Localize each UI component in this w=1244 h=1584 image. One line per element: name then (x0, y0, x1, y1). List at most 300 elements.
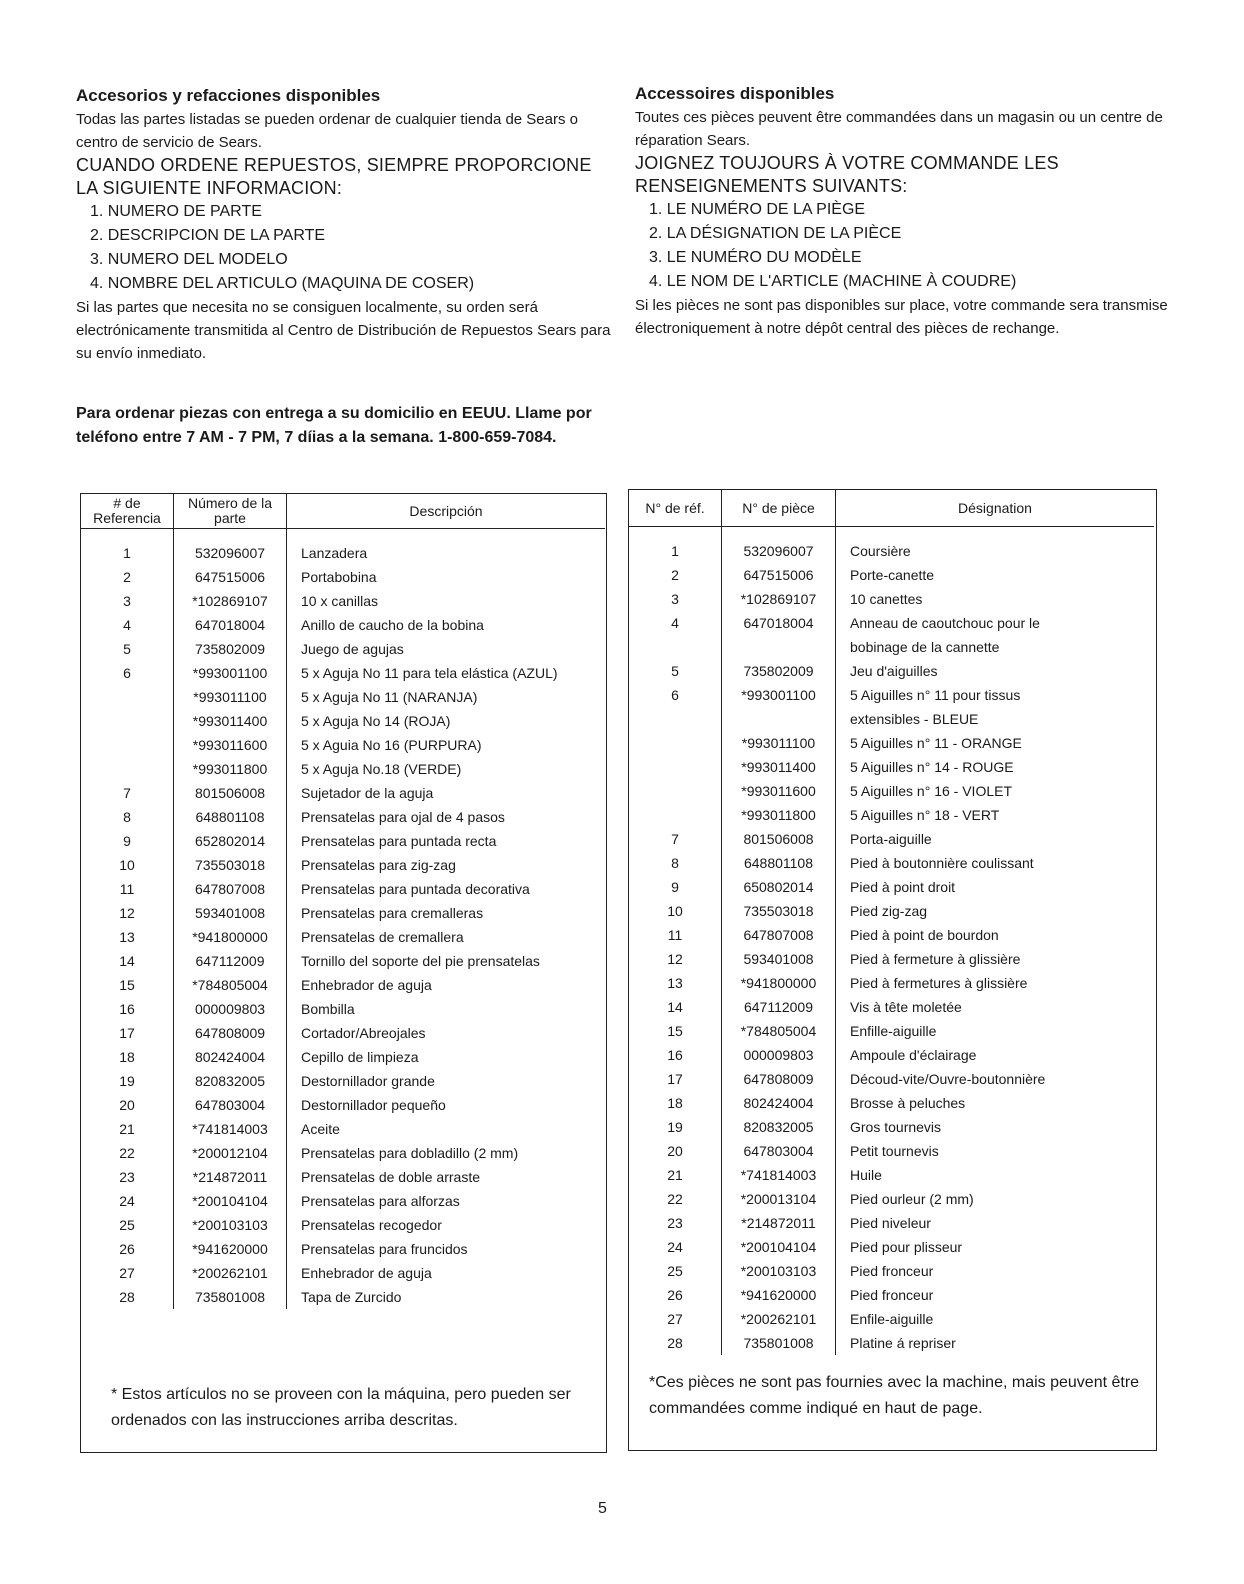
table-row (81, 757, 605, 781)
description-cell: Pied zig-zag (850, 903, 928, 919)
table-row (81, 1261, 605, 1285)
part-number-cell: 647018004 (722, 611, 836, 635)
part-number-cell: 647515006 (722, 563, 836, 587)
part-number-cell (722, 707, 836, 731)
part-number-cell: *214872011 (174, 1165, 287, 1189)
spanish-title: Accesorios y refacciones disponibles (76, 86, 381, 105)
description-cell: 10 x canillas (301, 593, 379, 609)
table-row (629, 1283, 1154, 1307)
list-item: 3. LE NUMÉRO DU MODÈLE (649, 249, 862, 266)
ref-cell: 1 (81, 541, 174, 565)
part-number-cell: *200262101 (722, 1307, 836, 1331)
column-header-desc: Descripción (287, 494, 606, 529)
part-number-cell: *993011800 (722, 803, 836, 827)
description-cell: Petit tournevis (850, 1143, 939, 1159)
table-row (629, 1235, 1154, 1259)
part-number-cell: 820832005 (174, 1069, 287, 1093)
ref-cell (629, 635, 722, 659)
part-number-cell: 652802014 (174, 829, 287, 853)
table-row (629, 827, 1154, 851)
table-row (629, 1067, 1154, 1091)
table-row (629, 779, 1154, 803)
table-row (81, 781, 605, 805)
column-header-desc: Désignation (836, 490, 1155, 527)
table-row (81, 1237, 605, 1261)
part-number-cell: *200104104 (722, 1235, 836, 1259)
part-number-cell: 735503018 (722, 899, 836, 923)
list-item: 1. NUMERO DE PARTE (90, 203, 262, 220)
description-cell: Bombilla (301, 1001, 355, 1017)
french-title: Accessoires disponibles (635, 84, 835, 103)
table-spacer (81, 529, 605, 542)
ref-cell: 8 (81, 805, 174, 829)
table-row (81, 1213, 605, 1237)
description-cell: 5 x Aguja No 14 (ROJA) (301, 713, 451, 729)
part-number-cell: *102869107 (174, 589, 287, 613)
part-number-cell: 593401008 (722, 947, 836, 971)
description-cell: Prensatelas para cremalleras (301, 905, 484, 921)
ref-cell: 6 (81, 661, 174, 685)
description-cell: Pied à point de bourdon (850, 927, 999, 943)
list-item: 4. LE NOM DE L'ARTICLE (MACHINE À COUDRE) (649, 273, 1017, 290)
part-number-cell: *784805004 (722, 1019, 836, 1043)
ref-cell: 17 (81, 1021, 174, 1045)
spanish-phone-notice: Para ordenar piezas con entrega a su domicilio en EEUU. Llame por teléfono entre 7 AM - 7 PM, 7 díias a la semana. 1-800-659-7084. (76, 405, 592, 446)
spanish-info-list (76, 200, 616, 296)
description-cell: Enhebrador de aguja (301, 977, 432, 993)
ref-cell: 27 (629, 1307, 722, 1331)
french-footnote: *Ces pièces ne sont pas fournies avec la machine, mais peuvent être commandées comme indiqué en haut de page. (649, 1374, 1140, 1417)
ref-cell: 4 (629, 611, 722, 635)
description-cell: Pied à fermeture à glissière (850, 951, 1021, 967)
part-number-cell: 650802014 (722, 875, 836, 899)
part-number-cell: 647807008 (722, 923, 836, 947)
ref-cell (629, 731, 722, 755)
part-number-cell: 648801108 (722, 851, 836, 875)
part-number-cell: 000009803 (722, 1043, 836, 1067)
table-row (81, 925, 605, 949)
spanish-parts-table (81, 494, 605, 1309)
table-header-row (81, 494, 605, 529)
part-number-cell: 735802009 (722, 659, 836, 683)
ref-cell: 11 (629, 923, 722, 947)
table-row (629, 539, 1154, 563)
description-cell: Cortador/Abreojales (301, 1025, 426, 1041)
part-number-cell: 735801008 (174, 1285, 287, 1309)
table-row (629, 851, 1154, 875)
part-number-cell: 648801108 (174, 805, 287, 829)
description-cell: Brosse à peluches (850, 1095, 966, 1111)
part-number-cell: *214872011 (722, 1211, 836, 1235)
table-row (81, 1045, 605, 1069)
description-cell: Enfille-aiguille (850, 1023, 937, 1039)
part-number-cell: *993001100 (722, 683, 836, 707)
table-row (81, 1093, 605, 1117)
table-row (629, 1259, 1154, 1283)
description-cell: Aceite (301, 1121, 340, 1137)
ref-cell: 13 (81, 925, 174, 949)
ref-cell: 8 (629, 851, 722, 875)
description-cell: Porte-canette (850, 567, 935, 583)
table-row (81, 1165, 605, 1189)
table-row (81, 661, 605, 685)
french-info-list (635, 198, 1180, 294)
part-number-cell: *200262101 (174, 1261, 287, 1285)
table-row (629, 1091, 1154, 1115)
description-cell: Prensatelas para fruncidos (301, 1241, 468, 1257)
table-row (81, 1141, 605, 1165)
table-row (81, 1069, 605, 1093)
ref-cell (629, 779, 722, 803)
ref-cell: 1 (629, 539, 722, 563)
ref-cell: 25 (629, 1259, 722, 1283)
description-cell: Prensatelas para ojal de 4 pasos (301, 809, 505, 825)
table-row (629, 1307, 1154, 1331)
table-row (81, 565, 605, 589)
part-number-cell: 532096007 (722, 539, 836, 563)
table-row (81, 949, 605, 973)
table-row (629, 1139, 1154, 1163)
ref-cell (81, 685, 174, 709)
table-row (81, 1021, 605, 1045)
ref-cell (81, 757, 174, 781)
part-number-cell: 802424004 (722, 1091, 836, 1115)
ref-cell: 11 (81, 877, 174, 901)
spanish-caps-notice: CUANDO ORDENE REPUESTOS, SIEMPRE PROPORCIONE LA SIGUIENTE INFORMACION: (76, 155, 592, 198)
ref-cell: 10 (81, 853, 174, 877)
list-item: 1. LE NUMÉRO DE LA PIÈGE (649, 201, 866, 218)
ref-cell: 26 (629, 1283, 722, 1307)
part-number-cell: *200103103 (722, 1259, 836, 1283)
ref-cell: 10 (629, 899, 722, 923)
ref-cell (629, 803, 722, 827)
description-cell: Prensatelas para puntada decorativa (301, 881, 530, 897)
ref-cell: 23 (81, 1165, 174, 1189)
ref-cell: 6 (629, 683, 722, 707)
ref-cell: 4 (81, 613, 174, 637)
part-number-cell: 593401008 (174, 901, 287, 925)
table-row (81, 733, 605, 757)
page-number: 5 (598, 1500, 607, 1517)
part-number-cell: 647515006 (174, 565, 287, 589)
table-row (81, 709, 605, 733)
part-number-cell: *993001100 (174, 661, 287, 685)
table-row (81, 877, 605, 901)
ref-cell: 14 (629, 995, 722, 1019)
description-cell: Pied à fermetures à glissière (850, 975, 1028, 991)
description-cell: 5 x Aguja No 11 para tela elástica (AZUL) (301, 665, 558, 681)
description-cell: Huile (850, 1167, 882, 1183)
table-row (81, 853, 605, 877)
list-item: 4. NOMBRE DEL ARTICULO (MAQUINA DE COSER) (90, 275, 475, 292)
ref-cell (81, 709, 174, 733)
description-cell: Pied à boutonnière coulissant (850, 855, 1034, 871)
description-cell: Gros tournevis (850, 1119, 942, 1135)
ref-cell: 20 (81, 1093, 174, 1117)
description-cell: bobinage de la cannette (850, 639, 1000, 655)
ref-cell: 28 (81, 1285, 174, 1309)
description-cell: Pied pour plisseur (850, 1239, 963, 1255)
description-cell: Jeu d'aiguilles (850, 663, 938, 679)
part-number-cell: 820832005 (722, 1115, 836, 1139)
spanish-outro-text: Si las partes que necesita no se consiguen localmente, su orden será electrónicamente transmitida al Centro de Distribución de Repuestos Sears para su envío inmediato. (76, 299, 611, 362)
ref-cell: 23 (629, 1211, 722, 1235)
part-number-cell: *993011400 (722, 755, 836, 779)
ref-cell: 21 (81, 1117, 174, 1141)
table-row (629, 1211, 1154, 1235)
table-row (629, 1115, 1154, 1139)
description-cell: Pied à point droit (850, 879, 956, 895)
ref-cell: 9 (629, 875, 722, 899)
part-number-cell: *200012104 (174, 1141, 287, 1165)
part-number-cell: 647803004 (174, 1093, 287, 1117)
description-cell: Anneau de caoutchouc pour le (850, 615, 1040, 631)
table-row (81, 613, 605, 637)
ref-cell: 20 (629, 1139, 722, 1163)
ref-cell: 7 (81, 781, 174, 805)
ref-cell: 14 (81, 949, 174, 973)
table-row (81, 541, 605, 565)
part-number-cell: 000009803 (174, 997, 287, 1021)
table-row (81, 589, 605, 613)
table-row (81, 829, 605, 853)
description-cell: 5 x Aguia No 16 (PURPURA) (301, 737, 482, 753)
part-number-cell: 647808009 (722, 1067, 836, 1091)
french-intro (635, 84, 1180, 340)
description-cell: Sujetador de la aguja (301, 785, 434, 801)
table-row (629, 707, 1154, 731)
description-cell: Anillo de caucho de la bobina (301, 617, 484, 633)
description-cell: Platine á repriser (850, 1335, 956, 1351)
table-row (629, 875, 1154, 899)
ref-cell: 22 (81, 1141, 174, 1165)
description-cell: Vis à tête moletée (850, 999, 962, 1015)
ref-cell: 2 (629, 563, 722, 587)
part-number-cell: *200013104 (722, 1187, 836, 1211)
description-cell: 10 canettes (850, 591, 923, 607)
description-cell: Pied fronceur (850, 1287, 934, 1303)
part-number-cell: *993011600 (722, 779, 836, 803)
spanish-parts-table-box (80, 493, 607, 1453)
part-number-cell: *993011100 (722, 731, 836, 755)
french-caps-notice: JOIGNEZ TOUJOURS À VOTRE COMMANDE LES RENSEIGNEMENTS SUIVANTS: (635, 153, 1059, 196)
ref-cell: 9 (81, 829, 174, 853)
part-number-cell: 647807008 (174, 877, 287, 901)
description-cell: Tornillo del soporte del pie prensatelas (301, 953, 540, 969)
description-cell: Prensatelas de doble arraste (301, 1169, 480, 1185)
table-row (81, 1117, 605, 1141)
description-cell: Pied fronceur (850, 1263, 934, 1279)
part-number-cell: *941620000 (722, 1283, 836, 1307)
table-row (81, 973, 605, 997)
ref-cell: 12 (81, 901, 174, 925)
table-row (629, 731, 1154, 755)
table-row (629, 803, 1154, 827)
french-intro-text: Toutes ces pièces peuvent être commandées dans un magasin ou un centre de réparation Sears. (635, 109, 1163, 149)
description-cell: 5 Aiguilles n° 16 - VIOLET (850, 783, 1013, 799)
part-number-cell: *200103103 (174, 1213, 287, 1237)
spanish-footnote: * Estos artículos no se proveen con la máquina, pero pueden ser ordenados con las instrucciones arriba descritas. (111, 1386, 571, 1429)
description-cell: Prensatelas para zig-zag (301, 857, 456, 873)
description-cell: Découd-vite/Ouvre-boutonnière (850, 1071, 1046, 1087)
table-row (81, 685, 605, 709)
table-row (629, 755, 1154, 779)
ref-cell: 26 (81, 1237, 174, 1261)
table-row (629, 1187, 1154, 1211)
table-row (81, 997, 605, 1021)
part-number-cell: *784805004 (174, 973, 287, 997)
description-cell: Porta-aiguille (850, 831, 932, 847)
description-cell: 5 Aiguilles n° 18 - VERT (850, 807, 1000, 823)
ref-cell: 24 (81, 1189, 174, 1213)
table-row (81, 901, 605, 925)
part-number-cell: 647018004 (174, 613, 287, 637)
description-cell: 5 Aiguilles n° 11 pour tissus (850, 687, 1021, 703)
table-row (629, 1043, 1154, 1067)
part-number-cell: *941800000 (174, 925, 287, 949)
table-row (81, 1285, 605, 1309)
table-row (629, 611, 1154, 635)
table-row (629, 947, 1154, 971)
column-header-ref: N° de réf. (629, 490, 722, 527)
ref-cell: 16 (629, 1043, 722, 1067)
table-row (629, 1019, 1154, 1043)
column-header-part: N° de pièce (722, 490, 836, 527)
part-number-cell: *993011100 (174, 685, 287, 709)
description-cell: Prensatelas recogedor (301, 1217, 442, 1233)
part-number-cell: 801506008 (174, 781, 287, 805)
description-cell: Pied ourleur (2 mm) (850, 1191, 974, 1207)
list-item: 3. NUMERO DEL MODELO (90, 251, 288, 268)
ref-cell: 17 (629, 1067, 722, 1091)
description-cell: Enhebrador de aguja (301, 1265, 432, 1281)
table-row (629, 659, 1154, 683)
part-number-cell: 735801008 (722, 1331, 836, 1355)
part-number-cell: *993011600 (174, 733, 287, 757)
part-number-cell: *941800000 (722, 971, 836, 995)
table-row (629, 995, 1154, 1019)
description-cell: Cepillo de limpieza (301, 1049, 419, 1065)
description-cell: 5 x Aguja No 11 (NARANJA) (301, 689, 478, 705)
french-parts-table (629, 490, 1154, 1355)
table-row (629, 1163, 1154, 1187)
description-cell: 5 x Aguja No.18 (VERDE) (301, 761, 462, 777)
description-cell: Destornillador pequeño (301, 1097, 446, 1113)
part-number-cell (722, 635, 836, 659)
ref-cell: 13 (629, 971, 722, 995)
ref-cell: 2 (81, 565, 174, 589)
column-header-ref: # de Referencia (81, 494, 174, 529)
description-cell: 5 Aiguilles n° 14 - ROUGE (850, 759, 1014, 775)
part-number-cell: *741814003 (174, 1117, 287, 1141)
part-number-cell: 735802009 (174, 637, 287, 661)
part-number-cell: *200104104 (174, 1189, 287, 1213)
description-cell: Tapa de Zurcido (301, 1289, 402, 1305)
table-row (81, 637, 605, 661)
table-row (629, 635, 1154, 659)
ref-cell: 15 (629, 1019, 722, 1043)
description-cell: Destornillador grande (301, 1073, 435, 1089)
ref-cell: 7 (629, 827, 722, 851)
ref-cell: 16 (81, 997, 174, 1021)
part-number-cell: 532096007 (174, 541, 287, 565)
description-cell: Prensatelas para puntada recta (301, 833, 497, 849)
ref-cell (629, 755, 722, 779)
ref-cell: 3 (629, 587, 722, 611)
table-row (81, 1189, 605, 1213)
table-row (629, 1331, 1154, 1355)
part-number-cell: *993011400 (174, 709, 287, 733)
part-number-cell: *941620000 (174, 1237, 287, 1261)
description-cell: Enfile-aiguille (850, 1311, 934, 1327)
column-header-part: Número de la parte (174, 494, 287, 529)
french-parts-table-box (628, 489, 1157, 1451)
table-row (629, 899, 1154, 923)
ref-cell: 18 (81, 1045, 174, 1069)
ref-cell: 19 (629, 1115, 722, 1139)
table-row (629, 923, 1154, 947)
part-number-cell: 647803004 (722, 1139, 836, 1163)
table-header-row (629, 490, 1154, 527)
ref-cell (81, 733, 174, 757)
description-cell: Prensatelas para alforzas (301, 1193, 460, 1209)
table-row (81, 805, 605, 829)
description-cell: Portabobina (301, 569, 377, 585)
ref-cell: 27 (81, 1261, 174, 1285)
spanish-intro-text: Todas las partes listadas se pueden ordenar de cualquier tienda de Sears o centro de servicio de Sears. (76, 111, 578, 151)
part-number-cell: 801506008 (722, 827, 836, 851)
part-number-cell: 647808009 (174, 1021, 287, 1045)
table-spacer (629, 527, 1154, 540)
description-cell: Ampoule d'éclairage (850, 1047, 977, 1063)
part-number-cell: *741814003 (722, 1163, 836, 1187)
description-cell: Coursière (850, 543, 911, 559)
ref-cell: 3 (81, 589, 174, 613)
french-outro-text: Si les pièces ne sont pas disponibles sur place, votre commande sera transmise électroniquement à notre dépôt central des pièces de rechange. (635, 297, 1168, 337)
spanish-intro (76, 86, 616, 365)
table-row (629, 971, 1154, 995)
table-row (629, 587, 1154, 611)
ref-cell: 5 (81, 637, 174, 661)
ref-cell: 24 (629, 1235, 722, 1259)
ref-cell: 5 (629, 659, 722, 683)
description-cell: Prensatelas de cremallera (301, 929, 464, 945)
description-cell: Lanzadera (301, 545, 368, 561)
part-number-cell: *102869107 (722, 587, 836, 611)
table-row (629, 563, 1154, 587)
ref-cell: 22 (629, 1187, 722, 1211)
part-number-cell: 802424004 (174, 1045, 287, 1069)
part-number-cell: 735503018 (174, 853, 287, 877)
ref-cell: 12 (629, 947, 722, 971)
ref-cell: 19 (81, 1069, 174, 1093)
list-item: 2. LA DÉSIGNATION DE LA PIÈCE (649, 225, 902, 242)
ref-cell: 18 (629, 1091, 722, 1115)
part-number-cell: 647112009 (722, 995, 836, 1019)
table-row (629, 683, 1154, 707)
ref-cell (629, 707, 722, 731)
description-cell: 5 Aiguilles n° 11 - ORANGE (850, 735, 1022, 751)
ref-cell: 28 (629, 1331, 722, 1355)
description-cell: Prensatelas para dobladillo (2 mm) (301, 1145, 519, 1161)
ref-cell: 15 (81, 973, 174, 997)
part-number-cell: *993011800 (174, 757, 287, 781)
ref-cell: 21 (629, 1163, 722, 1187)
description-cell: extensibles - BLEUE (850, 711, 979, 727)
part-number-cell: 647112009 (174, 949, 287, 973)
description-cell: Juego de agujas (301, 641, 404, 657)
ref-cell: 25 (81, 1213, 174, 1237)
